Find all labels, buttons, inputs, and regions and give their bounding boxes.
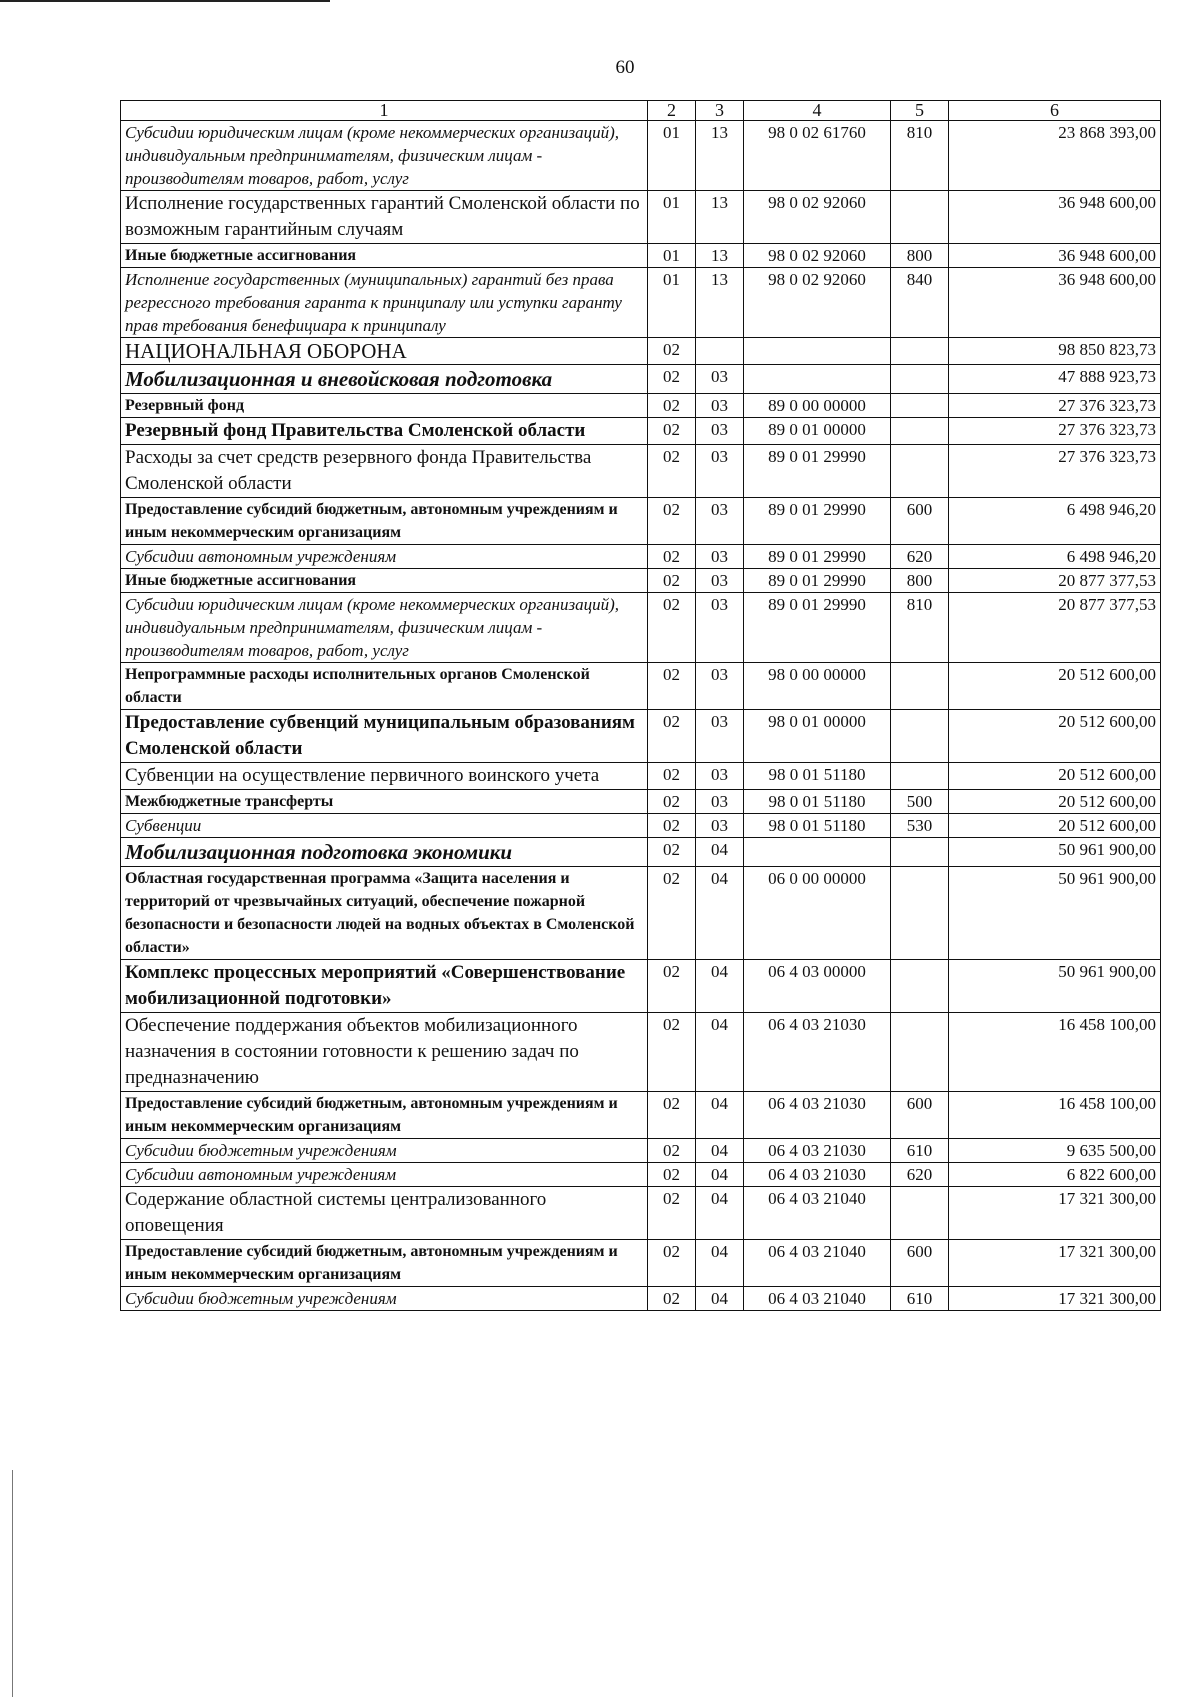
header-col-5: 5	[891, 101, 949, 121]
target-article-code: 89 0 01 00000	[744, 418, 891, 445]
target-article-code: 89 0 00 00000	[744, 394, 891, 418]
header-col-3: 3	[696, 101, 744, 121]
subsection-code	[696, 338, 744, 365]
amount: 36 948 600,00	[949, 244, 1161, 268]
amount: 23 868 393,00	[949, 121, 1161, 191]
section-code: 02	[648, 445, 696, 498]
target-article-code: 89 0 01 29990	[744, 545, 891, 569]
amount: 20 877 377,53	[949, 593, 1161, 663]
expense-type-code: 500	[891, 790, 949, 814]
expense-type-code	[891, 1013, 949, 1092]
row-description: Содержание областной системы централизованного оповещения	[121, 1187, 648, 1240]
row-description: Исполнение государственных (муниципальных) гарантий без права регрессного требования гаранта к принципалу или уступки гаранту прав требования бенефициара к принципалу	[121, 268, 648, 338]
amount: 98 850 823,73	[949, 338, 1161, 365]
table-row	[121, 960, 1161, 1013]
amount: 20 877 377,53	[949, 569, 1161, 593]
table-row	[121, 814, 1161, 838]
table-row	[121, 593, 1161, 663]
table-row	[121, 365, 1161, 394]
target-article-code: 98 0 02 92060	[744, 191, 891, 244]
target-article-code: 89 0 01 29990	[744, 569, 891, 593]
section-code: 02	[648, 1139, 696, 1163]
section-code: 01	[648, 121, 696, 191]
target-article-code	[744, 338, 891, 365]
expense-type-code: 840	[891, 268, 949, 338]
amount: 17 321 300,00	[949, 1240, 1161, 1287]
expense-type-code	[891, 1187, 949, 1240]
section-code: 02	[648, 338, 696, 365]
expense-type-code: 600	[891, 1240, 949, 1287]
subsection-code: 04	[696, 1187, 744, 1240]
expense-type-code	[891, 710, 949, 763]
row-description: Субсидии автономным учреждениям	[121, 1163, 648, 1187]
expense-type-code: 600	[891, 1092, 949, 1139]
expense-type-code: 810	[891, 121, 949, 191]
target-article-code: 98 0 02 92060	[744, 244, 891, 268]
subsection-code: 04	[696, 1013, 744, 1092]
amount: 6 498 946,20	[949, 545, 1161, 569]
table-row	[121, 244, 1161, 268]
amount: 17 321 300,00	[949, 1287, 1161, 1311]
row-description: Обеспечение поддержания объектов мобилизационного назначения в состоянии готовности к решению задач по предназначению	[121, 1013, 648, 1092]
subsection-code: 03	[696, 814, 744, 838]
expense-type-code	[891, 445, 949, 498]
row-description: Резервный фонд	[121, 394, 648, 418]
subsection-code: 13	[696, 268, 744, 338]
amount: 6 498 946,20	[949, 498, 1161, 545]
subsection-code: 04	[696, 1287, 744, 1311]
table-row	[121, 1139, 1161, 1163]
amount: 20 512 600,00	[949, 814, 1161, 838]
amount: 20 512 600,00	[949, 790, 1161, 814]
expense-type-code: 620	[891, 1163, 949, 1187]
section-code: 02	[648, 1240, 696, 1287]
section-code: 02	[648, 790, 696, 814]
target-article-code: 98 0 01 00000	[744, 710, 891, 763]
target-article-code: 06 4 03 21030	[744, 1139, 891, 1163]
target-article-code	[744, 365, 891, 394]
table-row	[121, 418, 1161, 445]
amount: 50 961 900,00	[949, 960, 1161, 1013]
table-row	[121, 1240, 1161, 1287]
row-description: Резервный фонд Правительства Смоленской области	[121, 418, 648, 445]
table-row	[121, 763, 1161, 790]
table-row	[121, 121, 1161, 191]
amount: 47 888 923,73	[949, 365, 1161, 394]
subsection-code: 04	[696, 1163, 744, 1187]
section-code: 01	[648, 191, 696, 244]
expense-type-code	[891, 838, 949, 867]
row-description: Субвенции на осуществление первичного воинского учета	[121, 763, 648, 790]
amount: 50 961 900,00	[949, 867, 1161, 960]
section-code: 02	[648, 1163, 696, 1187]
section-code: 02	[648, 1092, 696, 1139]
expense-type-code: 620	[891, 545, 949, 569]
expense-type-code	[891, 338, 949, 365]
section-code: 02	[648, 1287, 696, 1311]
expense-type-code: 610	[891, 1139, 949, 1163]
table-row	[121, 1287, 1161, 1311]
amount: 27 376 323,73	[949, 418, 1161, 445]
header-col-2: 2	[648, 101, 696, 121]
section-code: 02	[648, 710, 696, 763]
subsection-code: 04	[696, 1240, 744, 1287]
table-row	[121, 1163, 1161, 1187]
table-row	[121, 663, 1161, 710]
target-article-code: 06 4 03 21040	[744, 1187, 891, 1240]
expense-type-code: 600	[891, 498, 949, 545]
section-code: 01	[648, 244, 696, 268]
amount: 36 948 600,00	[949, 191, 1161, 244]
header-col-1: 1	[121, 101, 648, 121]
target-article-code	[744, 838, 891, 867]
header-col-4: 4	[744, 101, 891, 121]
table-row	[121, 545, 1161, 569]
target-article-code: 06 4 03 21040	[744, 1240, 891, 1287]
top-rule	[0, 0, 330, 2]
section-code: 02	[648, 960, 696, 1013]
table-body	[121, 121, 1161, 1311]
target-article-code: 06 4 03 00000	[744, 960, 891, 1013]
amount: 36 948 600,00	[949, 268, 1161, 338]
section-code: 02	[648, 498, 696, 545]
subsection-code: 04	[696, 1092, 744, 1139]
row-description: Предоставление субсидий бюджетным, автономным учреждениям и иным некоммерческим организациям	[121, 1092, 648, 1139]
subsection-code: 03	[696, 790, 744, 814]
expense-type-code: 610	[891, 1287, 949, 1311]
subsection-code: 03	[696, 445, 744, 498]
expense-type-code	[891, 867, 949, 960]
subsection-code: 04	[696, 838, 744, 867]
page-number: 60	[615, 57, 635, 78]
amount: 9 635 500,00	[949, 1139, 1161, 1163]
section-code: 02	[648, 394, 696, 418]
table-row	[121, 338, 1161, 365]
expense-type-code: 800	[891, 569, 949, 593]
amount: 17 321 300,00	[949, 1187, 1161, 1240]
row-description: Предоставление субвенций муниципальным образованиям Смоленской области	[121, 710, 648, 763]
target-article-code: 89 0 01 29990	[744, 445, 891, 498]
target-article-code: 98 0 02 61760	[744, 121, 891, 191]
section-code: 02	[648, 569, 696, 593]
table-row	[121, 1092, 1161, 1139]
table-row	[121, 191, 1161, 244]
subsection-code: 03	[696, 763, 744, 790]
target-article-code: 98 0 01 51180	[744, 814, 891, 838]
subsection-code: 13	[696, 191, 744, 244]
target-article-code: 98 0 02 92060	[744, 268, 891, 338]
subsection-code: 13	[696, 244, 744, 268]
row-description: Субсидии автономным учреждениям	[121, 545, 648, 569]
row-description: Субвенции	[121, 814, 648, 838]
row-description: Комплекс процессных мероприятий «Совершенствование мобилизационной подготовки»	[121, 960, 648, 1013]
subsection-code: 13	[696, 121, 744, 191]
amount: 27 376 323,73	[949, 445, 1161, 498]
expense-type-code	[891, 365, 949, 394]
expense-type-code: 530	[891, 814, 949, 838]
row-description: Исполнение государственных гарантий Смоленской области по возможным гарантийным случаям	[121, 191, 648, 244]
table-row	[121, 498, 1161, 545]
expense-type-code	[891, 960, 949, 1013]
table-row	[121, 867, 1161, 960]
header-col-6: 6	[949, 101, 1161, 121]
expense-type-code	[891, 418, 949, 445]
target-article-code: 98 0 00 00000	[744, 663, 891, 710]
subsection-code: 03	[696, 569, 744, 593]
amount: 20 512 600,00	[949, 663, 1161, 710]
row-description: Предоставление субсидий бюджетным, автономным учреждениям и иным некоммерческим организациям	[121, 498, 648, 545]
section-code: 02	[648, 418, 696, 445]
section-code: 02	[648, 867, 696, 960]
row-description: Субсидии бюджетным учреждениям	[121, 1139, 648, 1163]
subsection-code: 03	[696, 663, 744, 710]
table-row	[121, 838, 1161, 867]
amount: 16 458 100,00	[949, 1013, 1161, 1092]
table-row	[121, 445, 1161, 498]
subsection-code: 03	[696, 365, 744, 394]
target-article-code: 98 0 01 51180	[744, 790, 891, 814]
expense-type-code	[891, 191, 949, 244]
subsection-code: 03	[696, 710, 744, 763]
expense-type-code	[891, 763, 949, 790]
row-description: НАЦИОНАЛЬНАЯ ОБОРОНА	[121, 338, 648, 365]
row-description: Расходы за счет средств резервного фонда Правительства Смоленской области	[121, 445, 648, 498]
subsection-code: 03	[696, 394, 744, 418]
table-row	[121, 790, 1161, 814]
amount: 20 512 600,00	[949, 710, 1161, 763]
expense-type-code	[891, 663, 949, 710]
subsection-code: 03	[696, 593, 744, 663]
target-article-code: 89 0 01 29990	[744, 593, 891, 663]
amount: 50 961 900,00	[949, 838, 1161, 867]
expense-type-code	[891, 394, 949, 418]
table-row	[121, 710, 1161, 763]
table-row	[121, 569, 1161, 593]
target-article-code: 06 4 03 21030	[744, 1163, 891, 1187]
target-article-code: 06 4 03 21040	[744, 1287, 891, 1311]
table-row	[121, 1187, 1161, 1240]
row-description: Иные бюджетные ассигнования	[121, 244, 648, 268]
amount: 6 822 600,00	[949, 1163, 1161, 1187]
margin-rule	[12, 1470, 13, 1697]
section-code: 02	[648, 763, 696, 790]
section-code: 02	[648, 593, 696, 663]
subsection-code: 03	[696, 545, 744, 569]
row-description: Межбюджетные трансферты	[121, 790, 648, 814]
expense-type-code: 810	[891, 593, 949, 663]
row-description: Непрограммные расходы исполнительных органов Смоленской области	[121, 663, 648, 710]
target-article-code: 98 0 01 51180	[744, 763, 891, 790]
row-description: Мобилизационная и вневойсковая подготовка	[121, 365, 648, 394]
subsection-code: 04	[696, 867, 744, 960]
section-code: 02	[648, 1187, 696, 1240]
section-code: 02	[648, 365, 696, 394]
row-description: Субсидии юридическим лицам (кроме некоммерческих организаций), индивидуальным предпринимателям, физическим лицам - производителям товаров, работ, услуг	[121, 121, 648, 191]
subsection-code: 03	[696, 498, 744, 545]
amount: 27 376 323,73	[949, 394, 1161, 418]
expense-type-code: 800	[891, 244, 949, 268]
target-article-code: 89 0 01 29990	[744, 498, 891, 545]
budget-table	[120, 100, 1161, 1311]
table-row	[121, 394, 1161, 418]
row-description: Иные бюджетные ассигнования	[121, 569, 648, 593]
section-code: 02	[648, 814, 696, 838]
subsection-code: 03	[696, 418, 744, 445]
row-description: Субсидии юридическим лицам (кроме некоммерческих организаций), индивидуальным предпринимателям, физическим лицам - производителям товаров, работ, услуг	[121, 593, 648, 663]
section-code: 01	[648, 268, 696, 338]
amount: 20 512 600,00	[949, 763, 1161, 790]
target-article-code: 06 4 03 21030	[744, 1092, 891, 1139]
table-row	[121, 268, 1161, 338]
section-code: 02	[648, 663, 696, 710]
row-description: Областная государственная программа «Защита населения и территорий от чрезвычайных ситуаций, обеспечение пожарной безопасности и безопасности людей на водных объектах в Смоленской области»	[121, 867, 648, 960]
table-row	[121, 1013, 1161, 1092]
header-row	[121, 101, 1161, 121]
row-description: Предоставление субсидий бюджетным, автономным учреждениям и иным некоммерческим организациям	[121, 1240, 648, 1287]
row-description: Субсидии бюджетным учреждениям	[121, 1287, 648, 1311]
subsection-code: 04	[696, 1139, 744, 1163]
subsection-code: 04	[696, 960, 744, 1013]
target-article-code: 06 4 03 21030	[744, 1013, 891, 1092]
section-code: 02	[648, 838, 696, 867]
section-code: 02	[648, 1013, 696, 1092]
row-description: Мобилизационная подготовка экономики	[121, 838, 648, 867]
amount: 16 458 100,00	[949, 1092, 1161, 1139]
section-code: 02	[648, 545, 696, 569]
target-article-code: 06 0 00 00000	[744, 867, 891, 960]
table-header	[121, 101, 1161, 121]
